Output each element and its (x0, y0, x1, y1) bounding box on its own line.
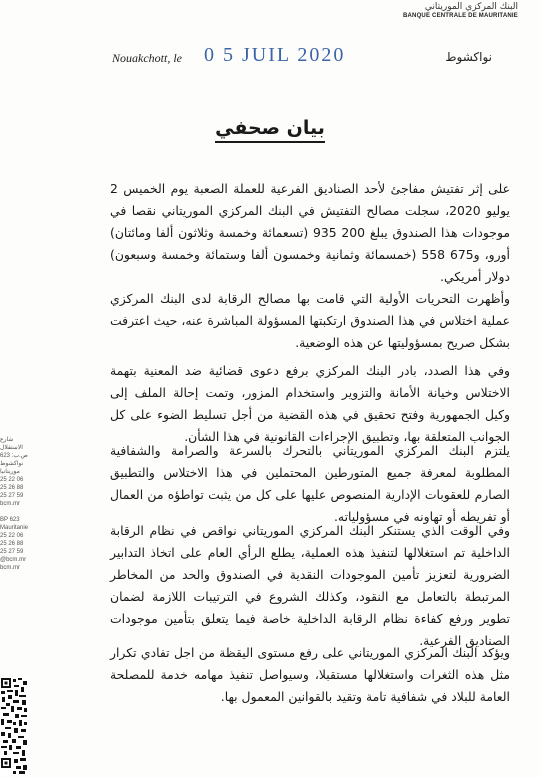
margin-line: Mauritanie (0, 525, 29, 531)
paragraph-4: يلتزم البنك المركزي الموريتاني بالتحرك بالسرعة والصرامة والشفافية المطلوبة لمعرفة جميع المتورطين المحتملين في هذا الاختلاس والتطبيق الصارم للعقوبات الإدارية المنصوص عليها على كل من يثبت تواطؤه من العمال أو تفريطه أو تهاونه في مسؤولياته. (110, 443, 510, 524)
margin-line: 25 22 06 (0, 533, 24, 539)
date-line (112, 44, 492, 74)
date-arabic-city: نواكشوط (445, 50, 492, 64)
margin-line: 25 27 59 (0, 493, 24, 499)
letterhead-arabic: البنك المركزي الموريتاني (424, 2, 518, 12)
margin-line: bcm.mr (0, 501, 20, 507)
margin-address-arabic (0, 436, 36, 508)
handwritten-date: 0 5 JUIL 2020 (204, 44, 346, 66)
margin-address-french (0, 516, 36, 572)
paragraph-5: وفي الوقت الذي يستنكر البنك المركزي الموريتاني نواقص في نظام الرقابة الداخلية تم استغلالها لتنفيذ هذه العملية، يطلع الرأي العام على اتخاذ التدابير الضرورية لتعزيز تأمين الموجودات النقدية في الصندوق والحد من المخاطر المرتبطة بالتعامل مع النقود، وكذلك الشروع في الترتيبات اللازمة لضمان تطوير ورفع كفاءة نظام الرقابة الداخلية خاصة فيما يتعلق بتأمين موجودات الصناديق الفرعية. (110, 523, 510, 648)
margin-line: bcm.mr (0, 565, 20, 571)
paragraph-2: وأظهرت التحريات الأولية التي قامت بها مصالح الرقابة لدى البنك المركزي عملية اختلاس في هذا الصندوق ارتكبتها المسؤولة المباشرة عنه، حيث اعترفت بشكل صريح بمسؤوليتها عن هذه الوضعية. (110, 291, 510, 350)
margin-line: 25 26 88 (0, 541, 24, 547)
margin-line: 25 26 88 (0, 485, 24, 491)
margin-line: نواكشوط (0, 461, 24, 467)
margin-address (0, 436, 36, 580)
letterhead-french: BANQUE CENTRALE DE MAURITANIE (402, 13, 518, 19)
paragraph-6: ويؤكد البنك المركزي الموريتاني على رفع مستوى اليقظة من اجل تفادي تكرار مثل هذه الثغرات واستغلالها مستقبلا، وسيواصل تنفيذ مهامه خدمة للمصلحة العامة للبلاد في شفافية تامة وتقيد بالقوانين المعمول بها. (110, 645, 510, 704)
margin-line: BP 623 (0, 517, 20, 523)
margin-line: 25 22 06 (0, 477, 24, 483)
margin-line: 25 27 59 (0, 549, 24, 555)
margin-line: ص.ب: 623 (0, 453, 28, 459)
paragraph-3: وفي هذا الصدد، بادر البنك المركزي برفع دعوى قضائية ضد المعنية بتهمة الاختلاس وخيانة الأمانة والتزوير واستخدام المزور، وتمت إحالة الملف إلى وكيل الجمهورية وفتح تحقيق في هذه القضية من أجل تسليط الضوء على كل الجوانب المتعلقة بها، وتطبيق الإجراءات القانونية في هذا الشأن. (110, 363, 510, 444)
qr-code (0, 676, 28, 776)
qr-code-pattern (0, 676, 28, 776)
page-title-text: بيان صحفي (215, 117, 325, 143)
paragraph-1: على إثر تفتيش مفاجئ لأحد الصناديق الفرعية للعملة الصعبة يوم الخميس 2 يوليو 2020، سجلت مصالح التفتيش في البنك المركزي الموريتاني نقصا في موجودات هذا الصندوق يبلغ 200 935 (تسعمائة وخمسة وثلاثون ألفا ومائتان) أورو، و675 558 (خمسمائة وثمانية وخمسون ألفا وستمائة وخمسة وسبعون) دولار أمريكي. (110, 181, 510, 284)
page-title (0, 117, 540, 139)
date-prefix: Nouakchott, le (112, 51, 182, 65)
margin-line: شارع الاستقلال (0, 437, 23, 451)
margin-line: موريتانيا (0, 469, 20, 475)
letterhead (368, 2, 518, 19)
margin-line: @bcm.mr (0, 557, 27, 563)
